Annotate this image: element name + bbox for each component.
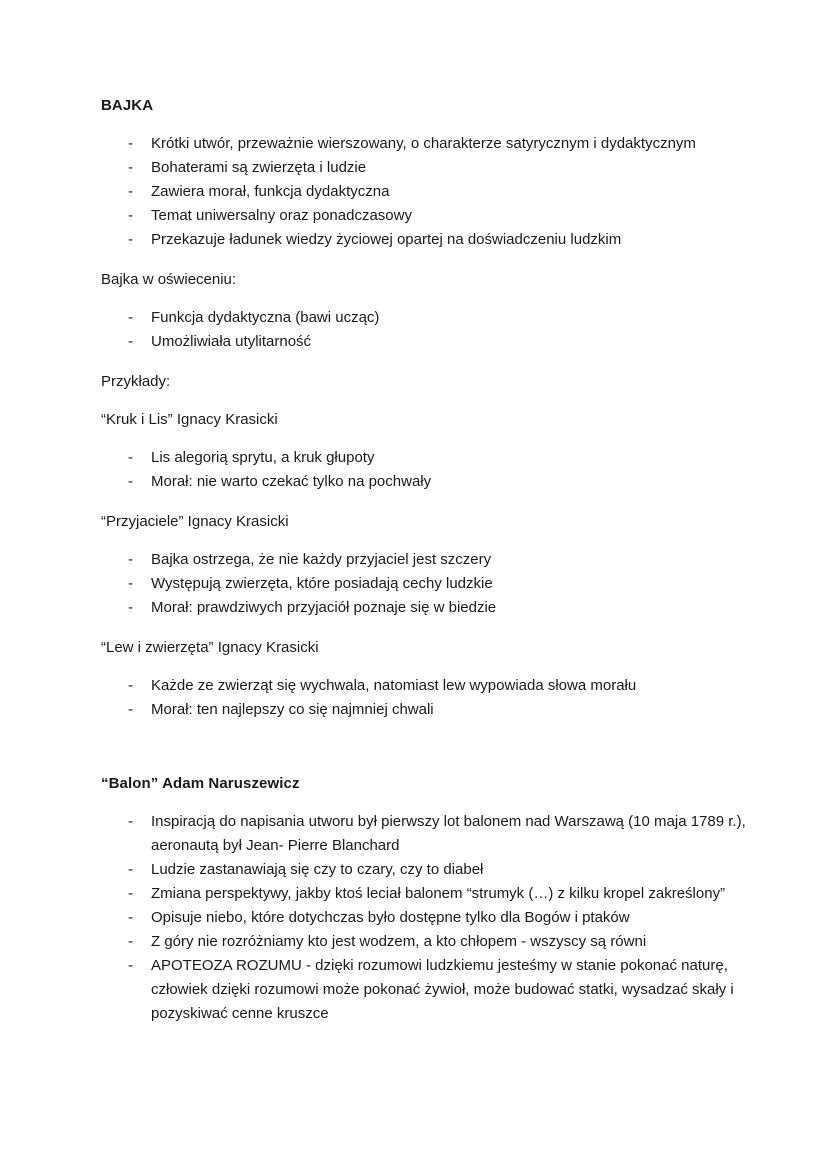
bullet-dash-icon: - <box>128 885 133 902</box>
section-heading: “Balon” Adam Naruszewicz <box>101 775 300 792</box>
bullet-dash-icon: - <box>128 575 133 592</box>
document-body <box>101 94 751 1026</box>
list-item-text: Każde ze zwierząt się wychwala, natomiast lew wypowiada słowa morału <box>151 677 637 694</box>
bullet-dash-icon: - <box>128 473 133 490</box>
list-item <box>101 548 751 572</box>
list-item <box>101 330 751 354</box>
list-item-text: Morał: prawdziwych przyjaciół poznaje się w biedzie <box>151 599 497 616</box>
list-item-text: Lis alegorią sprytu, a kruk głupoty <box>151 449 375 466</box>
list-item-text: Funkcja dydaktyczna (bawi ucząc) <box>151 309 380 326</box>
list-item-text: Morał: nie warto czekać tylko na pochwały <box>151 473 432 490</box>
list-item-text: Opisuje niebo, które dotychczas było dostępne tylko dla Bogów i ptaków <box>151 909 630 926</box>
list-item-text: Bajka ostrzega, że nie każdy przyjaciel jest szczery <box>151 551 492 568</box>
list-item <box>101 306 751 330</box>
list-item-text: Występują zwierzęta, które posiadają cechy ludzkie <box>151 575 493 592</box>
list-item <box>101 446 751 470</box>
list-item-text: Krótki utwór, przeważnie wierszowany, o charakterze satyrycznym i dydaktycznym <box>151 135 696 152</box>
bullet-dash-icon: - <box>128 677 133 694</box>
list-item-text: Z góry nie rozróżniamy kto jest wodzem, a kto chłopem - wszyscy są równi <box>151 933 647 950</box>
section-paragraph: Przykłady: <box>101 373 171 390</box>
list-item-text: Przekazuje ładunek wiedzy życiowej opartej na doświadczeniu ludzkim <box>151 231 622 248</box>
bullet-dash-icon: - <box>128 231 133 248</box>
list-item-text: Umożliwiała utylitarność <box>151 333 312 350</box>
bullet-list <box>101 306 751 354</box>
list-item-text: Morał: ten najlepszy co się najmniej chwali <box>151 701 434 718</box>
list-item <box>101 470 751 494</box>
list-item <box>101 132 751 156</box>
list-item-text: Ludzie zastanawiają się czy to czary, czy to diabeł <box>151 861 484 878</box>
section-spacer <box>101 738 751 772</box>
bullet-dash-icon: - <box>128 551 133 568</box>
bullet-dash-icon: - <box>128 701 133 718</box>
list-item <box>101 954 751 1026</box>
list-item <box>101 930 751 954</box>
list-item-text: APOTEOZA ROZUMU - dzięki rozumowi ludzkiemu jesteśmy w stanie pokonać naturę, człowiek dzięki rozumowi może pokonać żywioł, może budować statki, wysadzać skały i pozyskiwać cenne kruszce <box>151 957 734 1022</box>
list-item-text: Bohaterami są zwierzęta i ludzie <box>151 159 367 176</box>
bullet-dash-icon: - <box>128 207 133 224</box>
list-item <box>101 858 751 882</box>
list-item-text: Zmiana perspektywy, jakby ktoś leciał balonem “strumyk (…) z kilku kropel zakreślony” <box>151 885 726 902</box>
bullet-dash-icon: - <box>128 449 133 466</box>
list-item <box>101 156 751 180</box>
bullet-list <box>101 810 751 1026</box>
bullet-list <box>101 446 751 494</box>
bullet-dash-icon: - <box>128 183 133 200</box>
bullet-list <box>101 132 751 252</box>
section-paragraph: “Przyjaciele” Ignacy Krasicki <box>101 513 289 530</box>
bullet-dash-icon: - <box>128 909 133 926</box>
bullet-dash-icon: - <box>128 861 133 878</box>
section-paragraph: Bajka w oświeceniu: <box>101 271 237 288</box>
bullet-list <box>101 674 751 722</box>
bullet-list <box>101 548 751 620</box>
section-heading: BAJKA <box>101 97 154 114</box>
list-item <box>101 228 751 252</box>
list-item <box>101 180 751 204</box>
bullet-dash-icon: - <box>128 309 133 326</box>
list-item <box>101 698 751 722</box>
section-paragraph: “Lew i zwierzęta” Ignacy Krasicki <box>101 639 319 656</box>
bullet-dash-icon: - <box>128 159 133 176</box>
list-item <box>101 906 751 930</box>
bullet-dash-icon: - <box>128 933 133 950</box>
list-item-text: Inspiracją do napisania utworu był pierwszy lot balonem nad Warszawą (10 maja 1789 r.), aeronautą był Jean- Pierre Blanchard <box>151 813 746 854</box>
list-item <box>101 572 751 596</box>
list-item-text: Zawiera morał, funkcja dydaktyczna <box>151 183 390 200</box>
list-item <box>101 810 751 858</box>
list-item <box>101 882 751 906</box>
list-item-text: Temat uniwersalny oraz ponadczasowy <box>151 207 412 224</box>
bullet-dash-icon: - <box>128 957 133 974</box>
list-item <box>101 204 751 228</box>
bullet-dash-icon: - <box>128 135 133 152</box>
bullet-dash-icon: - <box>128 333 133 350</box>
bullet-dash-icon: - <box>128 813 133 830</box>
bullet-dash-icon: - <box>128 599 133 616</box>
list-item <box>101 674 751 698</box>
list-item <box>101 596 751 620</box>
section-paragraph: “Kruk i Lis” Ignacy Krasicki <box>101 411 278 428</box>
